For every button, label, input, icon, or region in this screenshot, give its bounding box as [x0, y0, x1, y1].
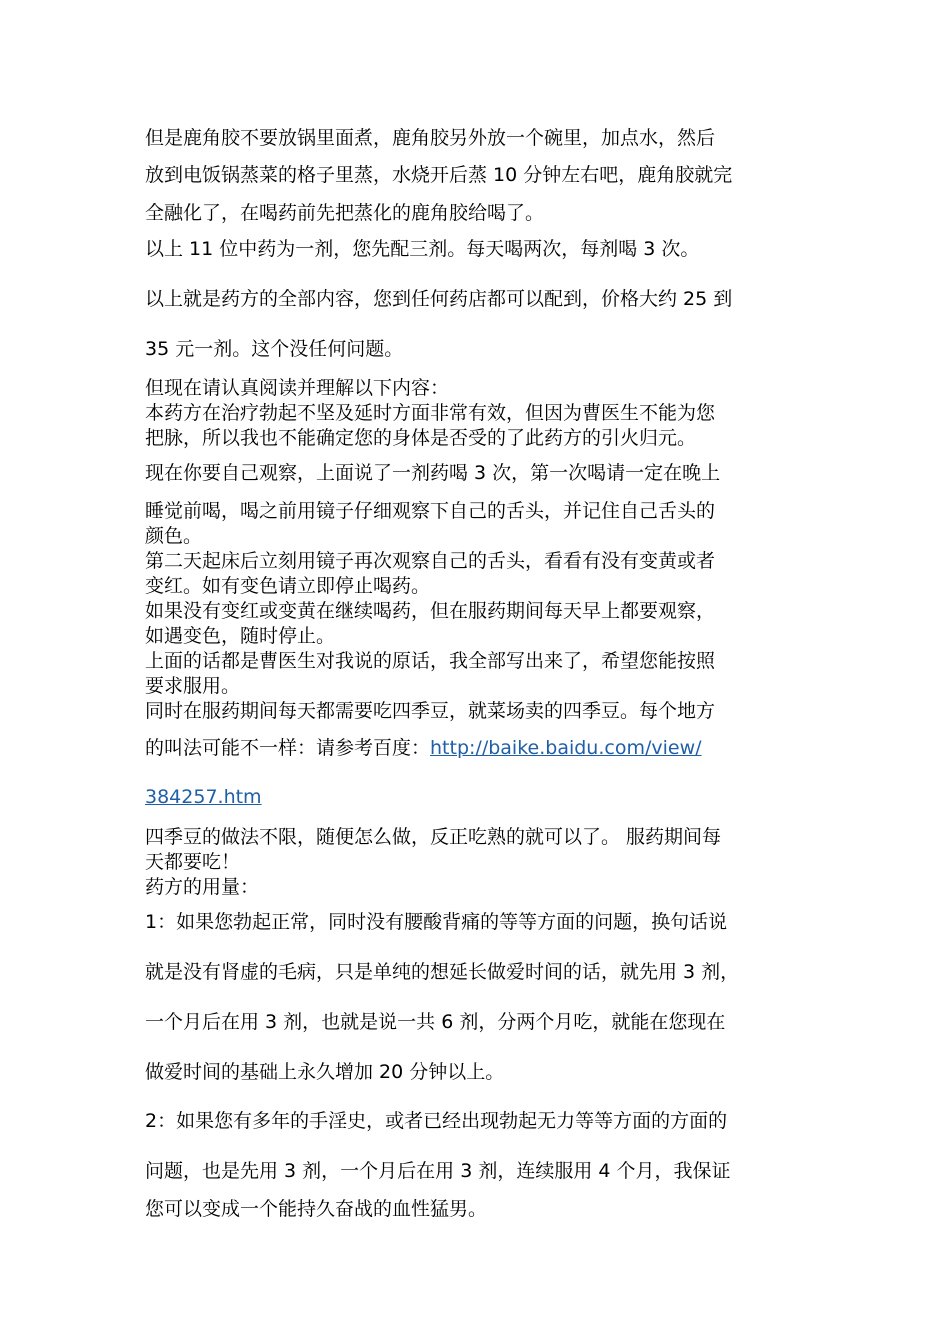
text-line: 睡觉前喝，喝之前用镜子仔细观察下自己的舌头，并记住自己舌头的	[145, 500, 716, 522]
text-line: 2：如果您有多年的手淫史，或者已经出现勃起无力等等方面的方面的	[145, 1110, 728, 1132]
text-line: 把脉，所以我也不能确定您的身体是否受的了此药方的引火归元。	[145, 427, 697, 449]
text-line: 以上就是药方的全部内容，您到任何药店都可以配到，价格大约 25 到	[145, 288, 733, 310]
text-line: 全融化了，在喝药前先把蒸化的鹿角胶给喝了。	[145, 202, 545, 224]
text-line: 35 元一剂。这个没任何问题。	[145, 338, 404, 360]
baike-link[interactable]: http://baike.baidu.com/view/	[430, 737, 702, 759]
text-line: 颜色。	[145, 525, 203, 547]
text-line: 上面的话都是曹医生对我说的原话，我全部写出来了，希望您能按照	[145, 650, 716, 672]
text-line: 变红。如有变色请立即停止喝药。	[145, 575, 431, 597]
text-line: 问题，也是先用 3 剂，一个月后在用 3 剂，连续服用 4 个月，我保证	[145, 1160, 731, 1182]
text-line: 现在你要自己观察，上面说了一剂药喝 3 次，第一次喝请一定在晚上	[145, 462, 721, 484]
text-line-with-link	[145, 736, 702, 760]
text-line: 同时在服药期间每天都需要吃四季豆，就菜场卖的四季豆。每个地方	[145, 700, 716, 722]
text-line: 药方的用量：	[145, 876, 260, 898]
text-line: 但是鹿角胶不要放锅里面煮，鹿角胶另外放一个碗里，加点水，然后	[145, 127, 716, 149]
text-line: 但现在请认真阅读并理解以下内容：	[145, 377, 450, 399]
text-line: 第二天起床后立刻用镜子再次观察自己的舌头，看看有没有变黄或者	[145, 550, 716, 572]
text-line: 一个月后在用 3 剂，也就是说一共 6 剂，分两个月吃，就能在您现在	[145, 1011, 726, 1033]
text-line: 天都要吃！	[145, 851, 241, 873]
text-line: 本药方在治疗勃起不坚及延时方面非常有效，但因为曹医生不能为您	[145, 402, 716, 424]
text-line: 如果没有变红或变黄在继续喝药，但在服药期间每天早上都要观察，	[145, 600, 716, 622]
text-line: 做爱时间的基础上永久增加 20 分钟以上。	[145, 1061, 505, 1083]
text-segment: 的叫法可能不一样：请参考百度：	[145, 737, 431, 759]
text-line: 您可以变成一个能持久奋战的血性猛男。	[145, 1198, 488, 1220]
text-line	[145, 785, 262, 809]
text-line: 要求服用。	[145, 675, 241, 697]
text-line: 1：如果您勃起正常，同时没有腰酸背痛的等等方面的问题，换句话说	[145, 911, 728, 933]
text-line: 如遇变色，随时停止。	[145, 625, 336, 647]
text-line: 以上 11 位中药为一剂，您先配三剂。每天喝两次，每剂喝 3 次。	[145, 238, 700, 260]
text-line: 四季豆的做法不限，随便怎么做，反正吃熟的就可以了。 服药期间每	[145, 826, 722, 848]
baike-link-continued[interactable]: 384257.htm	[145, 786, 262, 808]
text-line: 就是没有肾虚的毛病，只是单纯的想延长做爱时间的话，就先用 3 剂，	[145, 961, 740, 983]
text-line: 放到电饭锅蒸菜的格子里蒸，水烧开后蒸 10 分钟左右吧，鹿角胶就完	[145, 164, 733, 186]
